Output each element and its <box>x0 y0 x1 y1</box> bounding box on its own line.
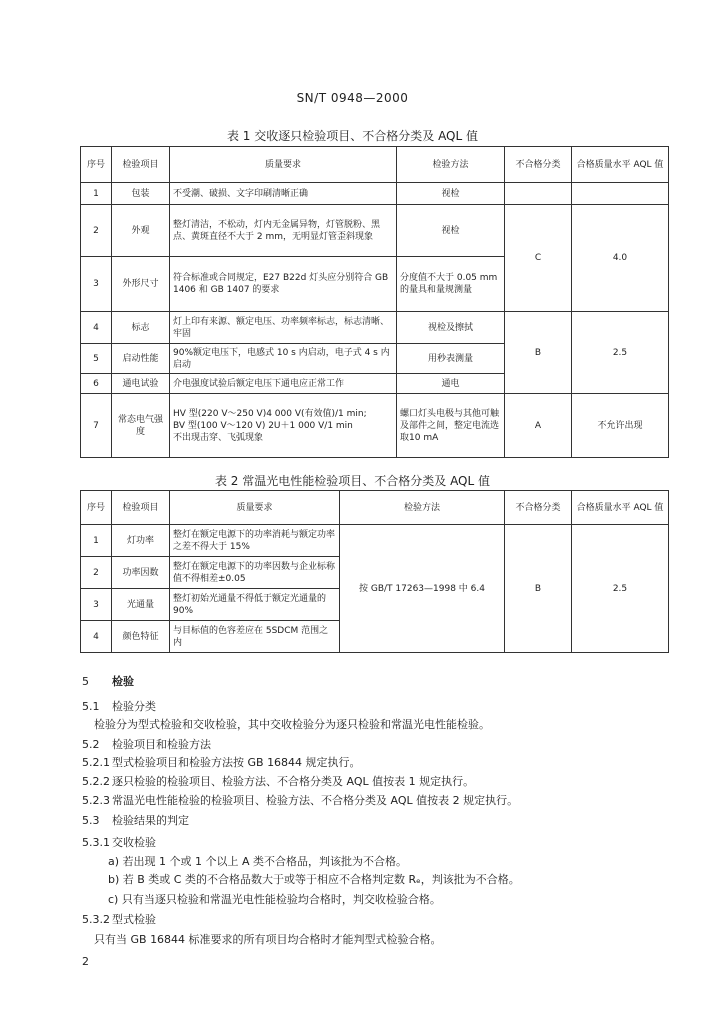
table2-method-cell: 按 GB/T 17263—1998 中 6.4 <box>340 525 505 653</box>
section-number: 5.2 <box>82 738 100 751</box>
table-cell: 整灯清洁，不松动，灯内无金属异物，灯管脱粉、黑点、黄斑直径不大于 2 mm，无明显灯管歪斜现象 <box>170 205 397 257</box>
section-number: 5.1 <box>82 700 100 713</box>
table-cell: 与目标值的色容差应在 5SDCM 范围之内 <box>170 621 340 653</box>
table-cell-aql-b: 2.5 <box>572 312 669 394</box>
table-cell: 整灯在额定电源下的功率消耗与额定功率之差不得大于 15% <box>170 525 340 557</box>
table-cell: 符合标准或合同规定，E27 B22d 灯头应分别符合 GB 1406 和 GB 1407 的要求 <box>170 257 397 312</box>
section-text: 逐只检验的检验项目、检验方法、不合格分类及 AQL 值按表 1 规定执行。 <box>112 775 475 788</box>
table-cell: 外形尺寸 <box>112 257 170 312</box>
table2-header-req: 质量要求 <box>170 491 340 525</box>
body-line <box>82 738 211 752</box>
body-line <box>108 873 520 887</box>
table1-caption: 表 1 交收逐只检验项目、不合格分类及 AQL 值 <box>226 129 479 143</box>
table-cell: 灯功率 <box>112 525 170 557</box>
body-line <box>94 718 490 732</box>
section-number: 5.2.2 <box>82 775 110 788</box>
body-line <box>94 933 442 947</box>
table-cell <box>572 183 669 205</box>
section-text: 检验 <box>112 675 134 688</box>
table2-header-item: 检验项目 <box>112 491 170 525</box>
table-cell: 3 <box>81 257 112 312</box>
body-line <box>82 814 189 828</box>
table-cell: 灯上印有来源、额定电压、功率频率标志，标志清晰、牢固 <box>170 312 397 344</box>
section-number: 5.3 <box>82 814 100 827</box>
section-text: 交收检验 <box>112 836 156 849</box>
section-text: 常温光电性能检验的检验项目、检验方法、不合格分类及 AQL 值按表 2 规定执行。 <box>112 794 519 807</box>
table2-caption: 表 2 常温光电性能检验项目、不合格分类及 AQL 值 <box>214 474 491 488</box>
section-text: a) 若出现 1 个或 1 个以上 A 类不合格品，判该批为不合格。 <box>108 855 408 868</box>
table-cell: 5 <box>81 344 112 374</box>
table2-header-class: 不合格分类 <box>505 491 572 525</box>
table-cell: 1 <box>81 183 112 205</box>
table-cell-aql-a: 不允许出现 <box>572 394 669 458</box>
table-cell: 常态电气强度 <box>112 394 170 458</box>
table-cell: 6 <box>81 374 112 394</box>
table-cell: 7 <box>81 394 112 458</box>
table1-header-aql: 合格质量水平 AQL 值 <box>572 147 669 183</box>
section-number: 5 <box>82 675 89 688</box>
table-cell: 包装 <box>112 183 170 205</box>
table-cell: 通电 <box>397 374 505 394</box>
table-cell-aql-c: 4.0 <box>572 205 669 312</box>
table-cell: 光通量 <box>112 589 170 621</box>
table-cell: 通电试验 <box>112 374 170 394</box>
section-number: 5.3.2 <box>82 913 110 926</box>
section-text: 检验分类 <box>112 700 156 713</box>
table2-class-cell: B <box>505 525 572 653</box>
body-line <box>108 855 407 869</box>
table-cell: 功率因数 <box>112 557 170 589</box>
table-cell: 启动性能 <box>112 344 170 374</box>
table-cell-class-c: C <box>505 205 572 312</box>
standard-header: SN/T 0948—2000 <box>296 91 409 105</box>
table2-aql-cell: 2.5 <box>572 525 669 653</box>
table-cell: 4 <box>81 312 112 344</box>
section-number: 5.2.1 <box>82 756 110 769</box>
body-line <box>108 893 441 907</box>
section-text: 检验分为型式检验和交收检验，其中交收检验分为逐只检验和常温光电性能检验。 <box>94 718 490 731</box>
table-cell: 2 <box>81 205 112 257</box>
table1-header-method: 检验方法 <box>397 147 505 183</box>
table2-header-no: 序号 <box>81 491 112 525</box>
table2 <box>80 490 669 653</box>
table-cell: 不受潮、破损、文字印刷清晰正确 <box>170 183 397 205</box>
table-cell: 2 <box>81 557 112 589</box>
table-cell: 视检及擦拭 <box>397 312 505 344</box>
table-cell: 1 <box>81 525 112 557</box>
table-cell: 90%额定电压下，电感式 10 s 内启动，电子式 4 s 内启动 <box>170 344 397 374</box>
table1-header-item: 检验项目 <box>112 147 170 183</box>
section-number: 5.3.1 <box>82 836 110 849</box>
body-line <box>82 675 134 689</box>
section-text: 只有当 GB 16844 标准要求的所有项目均合格时才能判型式检验合格。 <box>94 933 442 946</box>
table-cell: HV 型(220 V～250 V)4 000 V(有效值)/1 min; BV 型(100 V～120 V) 2U＋1 000 V/1 min 不出现击穿、飞弧现象 <box>170 394 397 458</box>
section-text: 检验结果的判定 <box>112 814 189 827</box>
table-cell: 3 <box>81 589 112 621</box>
section-text: b) 若 B 类或 C 类的不合格品数大于或等于相应不合格判定数 Rₑ，判该批为不合格。 <box>108 873 520 886</box>
table-cell-class-b: B <box>505 312 572 394</box>
table-cell: 外观 <box>112 205 170 257</box>
body-line <box>82 700 156 714</box>
table2-header-aql: 合格质量水平 AQL 值 <box>572 491 669 525</box>
body-line <box>82 913 156 927</box>
table-cell: 介电强度试验后额定电压下通电应正常工作 <box>170 374 397 394</box>
body-line <box>82 794 518 808</box>
table2-header-method: 检验方法 <box>340 491 505 525</box>
table-cell: 颜色特征 <box>112 621 170 653</box>
table-cell: 视检 <box>397 183 505 205</box>
table-cell: 分度值不大于 0.05 mm 的量具和量规测量 <box>397 257 505 312</box>
body-line <box>82 775 474 789</box>
table-cell: 用秒表测量 <box>397 344 505 374</box>
section-text: 型式检验 <box>112 913 156 926</box>
section-text: c) 只有当逐只检验和常温光电性能检验均合格时，判交收检验合格。 <box>108 893 441 906</box>
table1-header-no: 序号 <box>81 147 112 183</box>
table1-header-req: 质量要求 <box>170 147 397 183</box>
section-text: 型式检验项目和检验方法按 GB 16844 规定执行。 <box>112 756 361 769</box>
table-cell: 标志 <box>112 312 170 344</box>
table-cell: 整灯在额定电源下的功率因数与企业标称值不得相差±0.05 <box>170 557 340 589</box>
table-cell: 视检 <box>397 205 505 257</box>
table-cell-class-a: A <box>505 394 572 458</box>
table-cell: 整灯初始光通量不得低于额定光通量的 90% <box>170 589 340 621</box>
table-cell: 螺口灯头电极与其他可触及部件之间，整定电流选取10 mA <box>397 394 505 458</box>
page-number: 2 <box>82 955 89 968</box>
table1 <box>80 146 669 458</box>
body-line <box>82 756 361 770</box>
table1-header-class: 不合格分类 <box>505 147 572 183</box>
table-cell: 4 <box>81 621 112 653</box>
section-number: 5.2.3 <box>82 794 110 807</box>
body-line <box>82 836 156 850</box>
section-text: 检验项目和检验方法 <box>112 738 211 751</box>
table-cell <box>505 183 572 205</box>
